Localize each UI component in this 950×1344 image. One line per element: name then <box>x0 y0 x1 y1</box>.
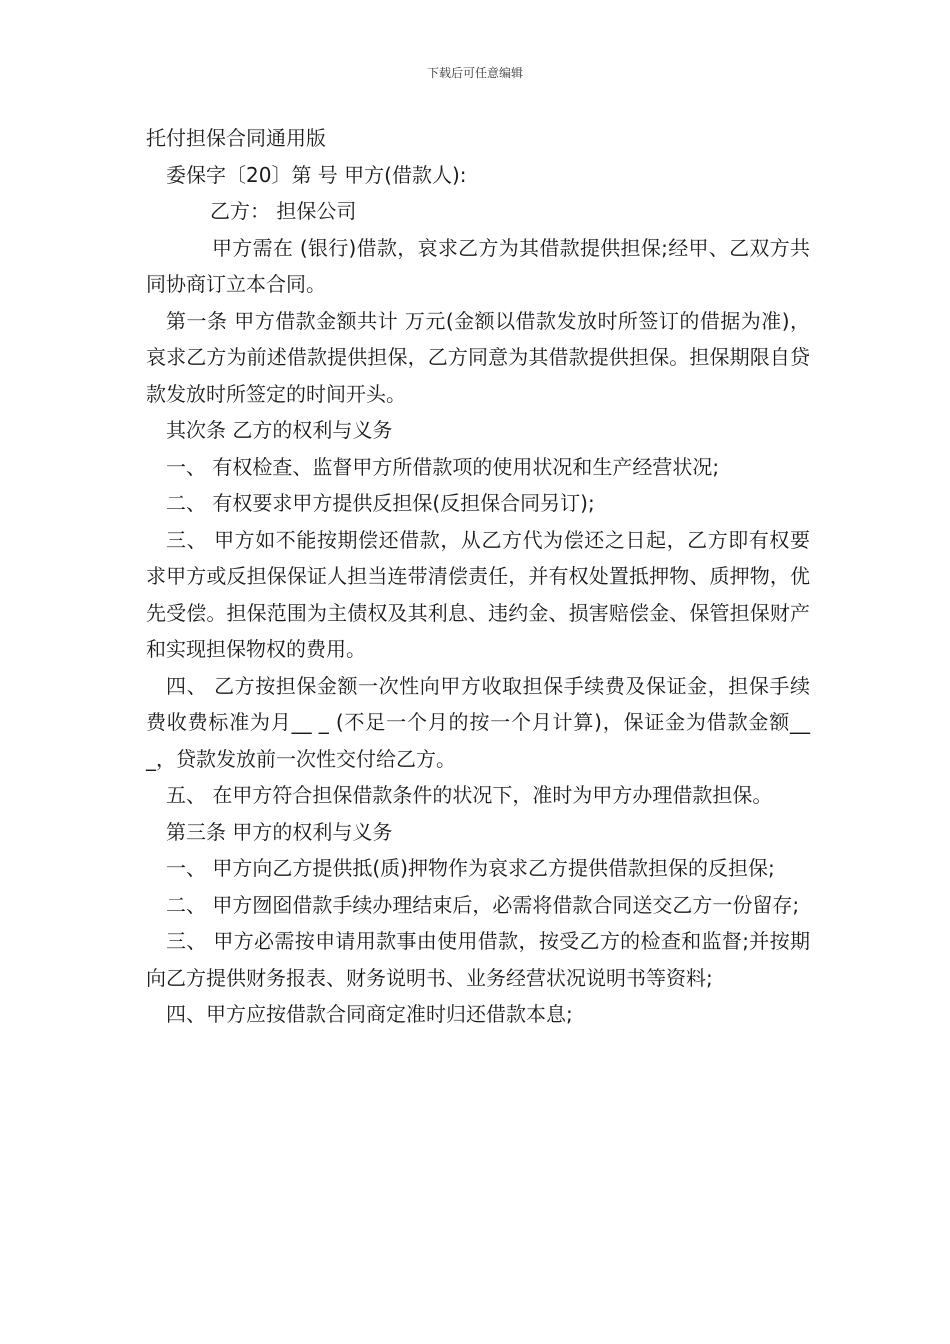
document-title: 托付担保合同通用版 <box>146 126 326 150</box>
article-2-heading: 其次条 乙方的权利与义务 <box>166 418 393 442</box>
article-2-item: 一、 有权检查、监督甲方所借款项的使用状况和生产经营状况; <box>166 454 720 479</box>
article-2-item: 三、 甲方如不能按期偿还借款，从乙方代为偿还之日起，乙方即有权要求甲方或反担保保证人担当连带清偿责任，并有权处置抵押物、质押物，优先受偿。担保范围为主债权及其利息、违约金、损害赔偿金、保管担保财产和实现担保物权的费用。 <box>146 527 810 661</box>
article-3-item: 一、 甲方向乙方提供抵(质)押物作为哀求乙方提供借款担保的反担保; <box>166 856 775 880</box>
article-2-item: 四、 乙方按担保金额一次性向甲方收取担保手续费及保证金，担保手续费收费标准为月__ _ (不足一个月的按一个月计算)，保证金为借款金额__ _，贷款发放前一次性交付给乙方。 <box>146 673 810 771</box>
article-3-item: 二、 甲方囫囵借款手续办理结束后，必需将借款合同送交乙方一份留存; <box>166 892 800 917</box>
party-b-line: 乙方： 担保公司 <box>210 199 357 223</box>
article-1-paragraph: 第一条 甲方借款金额共计 万元(金额以借款发放时所签订的借据为准)，哀求乙方为前述借款提供担保，乙方同意为其借款提供担保。担保期限自贷款发放时所签定的时间开头。 <box>146 308 810 406</box>
article-2-item: 二、 有权要求甲方提供反担保(反担保合同另订); <box>166 491 595 515</box>
article-3-item: 四、甲方应按借款合同商定准时归还借款本息; <box>166 1002 573 1026</box>
article-2-item: 五、 在甲方符合担保借款条件的状况下，准时为甲方办理借款担保。 <box>166 783 773 807</box>
article-3-item: 三、 甲方必需按申请用款事由使用借款，按受乙方的检查和监督;并按期向乙方提供财务报表、财务说明书、业务经营状况说明书等资料; <box>146 929 810 990</box>
article-3-heading: 第三条 甲方的权利与义务 <box>166 819 393 844</box>
preamble-paragraph: 甲方需在 (银行)借款，哀求乙方为其借款提供担保;经甲、乙双方共同协商订立本合同。 <box>146 235 810 296</box>
document-number: 委保字〔20〕第 号 甲方(借款人): <box>166 162 467 187</box>
page-header: 下载后可任意编辑 <box>426 66 523 80</box>
document-body <box>146 120 810 1033</box>
